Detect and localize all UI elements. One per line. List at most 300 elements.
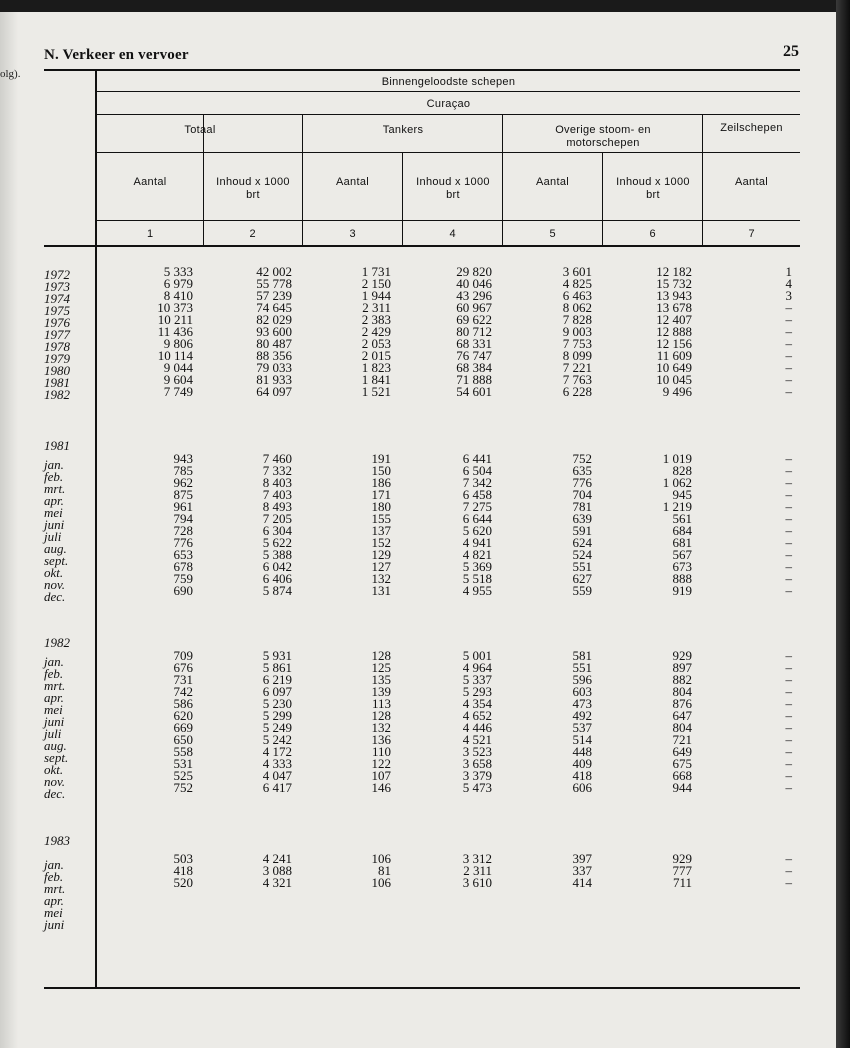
table-cell: 9 003 <box>562 324 592 339</box>
year1983-col2 <box>263 853 292 889</box>
table-cell: 76 747 <box>456 348 492 363</box>
table-cell: – <box>785 583 792 598</box>
col-label-5: Aantal <box>536 176 569 188</box>
year1983-col1 <box>174 853 194 889</box>
table-cell: 669 <box>173 720 193 735</box>
table-cell: 113 <box>371 696 391 711</box>
col-number-7: 7 <box>748 228 755 240</box>
table-cell: – <box>785 660 792 675</box>
table-cell: 944 <box>672 780 692 795</box>
year1982-col5 <box>573 650 593 794</box>
table-cell: 4 955 <box>462 583 492 598</box>
row-label: 1980 <box>44 363 70 378</box>
table-cell: 132 <box>371 720 391 735</box>
table-cell: 4 521 <box>462 732 492 747</box>
table-cell: – <box>785 756 792 771</box>
table-cell: 647 <box>672 708 692 723</box>
table-cell: 71 888 <box>456 372 492 387</box>
table-cell: 5 249 <box>262 720 292 735</box>
table-cell: 132 <box>371 571 391 586</box>
table-cell: 5 620 <box>462 523 492 538</box>
table-cell: – <box>785 684 792 699</box>
table-cell: – <box>785 875 792 890</box>
table-cell: 492 <box>572 708 592 723</box>
year1981-stub <box>44 459 100 603</box>
table-cell: 606 <box>572 780 592 795</box>
table-cell: – <box>785 463 792 478</box>
annual-col6 <box>656 266 692 398</box>
table-cell: 418 <box>572 768 592 783</box>
table-cell: 10 045 <box>656 372 692 387</box>
table-cell: – <box>785 384 792 399</box>
table-cell: 128 <box>371 708 391 723</box>
table-cell: 186 <box>371 475 391 490</box>
table-cell: 1 841 <box>361 372 391 387</box>
table-cell: 191 <box>371 451 391 466</box>
table-cell: 150 <box>371 463 391 478</box>
table-cell: 5 931 <box>262 648 292 663</box>
table-cell: 15 732 <box>656 276 692 291</box>
table-cell: 3 <box>785 288 792 303</box>
table-cell: 929 <box>672 851 692 866</box>
row-label: sept. <box>44 553 69 568</box>
table-cell: 7 342 <box>462 475 492 490</box>
row-label: mei <box>44 505 63 520</box>
table-cell: 684 <box>672 523 692 538</box>
table-cell: 125 <box>371 660 391 675</box>
table-cell: 448 <box>572 744 592 759</box>
table-cell: 11 436 <box>157 324 193 339</box>
table-cell: 7 221 <box>562 360 592 375</box>
table-cell: 11 609 <box>656 348 692 363</box>
table-cell: 55 778 <box>256 276 292 291</box>
table-cell: 728 <box>173 523 193 538</box>
row-label: mei <box>44 905 63 920</box>
table-cell: – <box>785 732 792 747</box>
table-cell: – <box>785 696 792 711</box>
table-cell: 551 <box>572 559 592 574</box>
table-cell: 12 182 <box>656 264 692 279</box>
row-label: 1982 <box>44 387 70 402</box>
col-number-1: 1 <box>146 228 154 240</box>
year1982-col4 <box>463 650 492 794</box>
table-cell: 675 <box>672 756 692 771</box>
table-cell: 129 <box>371 547 391 562</box>
table-cell: 2 429 <box>361 324 391 339</box>
table-cell: 6 042 <box>262 559 292 574</box>
year1981-col6 <box>663 453 692 597</box>
table-cell: 653 <box>173 547 193 562</box>
row-label: apr. <box>44 690 64 705</box>
table-cell: 6 441 <box>462 451 492 466</box>
table-cell: 525 <box>173 768 193 783</box>
table-cell: 6 219 <box>262 672 292 687</box>
table-cell: 79 033 <box>256 360 292 375</box>
row-label: aug. <box>44 541 67 556</box>
table-cell: 5 473 <box>462 780 492 795</box>
table-cell: 876 <box>672 696 692 711</box>
table-cell: 6 417 <box>262 780 292 795</box>
table-cell: 3 088 <box>262 863 292 878</box>
table-cell: 961 <box>173 499 193 514</box>
table-cell: 6 406 <box>262 571 292 586</box>
table-cell: 8 493 <box>262 499 292 514</box>
table-cell: 54 601 <box>456 384 492 399</box>
col-number-3: 3 <box>349 228 356 240</box>
table-cell: 2 150 <box>361 276 391 291</box>
header-bottom-rule <box>44 245 800 247</box>
row-label: 1975 <box>44 303 70 318</box>
year1981-col1 <box>174 453 194 597</box>
table-cell: 624 <box>572 535 592 550</box>
table-cell: 591 <box>572 523 592 538</box>
table-cell: 4 321 <box>262 875 292 890</box>
table-cell: 4 354 <box>462 696 492 711</box>
section-title: N. Verkeer en vervoer <box>44 47 189 63</box>
year1982-title: 1982 <box>44 635 70 650</box>
table-cell: 122 <box>371 756 391 771</box>
table-cell: 586 <box>173 696 193 711</box>
annual-col5 <box>563 266 592 398</box>
table-bottom-rule <box>44 987 800 989</box>
table-cell: 678 <box>173 559 193 574</box>
table-cell: 10 649 <box>656 360 692 375</box>
col-number-4: 4 <box>449 228 456 240</box>
table-cell: – <box>785 312 792 327</box>
row-label: 1978 <box>44 339 70 354</box>
table-cell: 2 015 <box>361 348 391 363</box>
row-label: 1979 <box>44 351 70 366</box>
table-cell: 759 <box>173 571 193 586</box>
table-cell: – <box>785 720 792 735</box>
row-label: jan. <box>44 457 64 472</box>
row-label: dec. <box>44 786 66 801</box>
year1983-title: 1983 <box>44 833 70 848</box>
table-cell: 776 <box>572 475 592 490</box>
table-cell: 888 <box>672 571 692 586</box>
table-cell: 64 097 <box>256 384 292 399</box>
table-cell: 7 275 <box>462 499 492 514</box>
table-cell: 731 <box>173 672 193 687</box>
col-number-2: 2 <box>249 228 256 240</box>
col-number-6: 6 <box>649 228 656 240</box>
table-cell: 6 644 <box>462 511 492 526</box>
table-cell: 520 <box>173 875 193 890</box>
table-cell: 2 053 <box>361 336 391 351</box>
table-cell: 7 205 <box>262 511 292 526</box>
table-cell: 567 <box>672 547 692 562</box>
table-cell: 80 712 <box>456 324 492 339</box>
table-cell: 12 407 <box>656 312 692 327</box>
year1983-col6 <box>673 853 693 889</box>
table-cell: 5 293 <box>462 684 492 699</box>
col-label-2: Inhoud x 1000 brt <box>216 176 290 201</box>
row-label: 1972 <box>44 267 70 282</box>
year1981-col7 <box>786 453 793 597</box>
table-cell: 524 <box>572 547 592 562</box>
table-cell: 3 523 <box>462 744 492 759</box>
table-cell: 6 097 <box>262 684 292 699</box>
table-cell: 5 369 <box>462 559 492 574</box>
table-cell: 558 <box>173 744 193 759</box>
table-cell: 88 356 <box>256 348 292 363</box>
table-cell: 5 874 <box>262 583 292 598</box>
table-cell: 57 239 <box>256 288 292 303</box>
table-cell: 106 <box>371 851 391 866</box>
col-number-5: 5 <box>549 228 556 240</box>
table-cell: 3 610 <box>462 875 492 890</box>
table-cell: 7 828 <box>562 312 592 327</box>
table-cell: 2 383 <box>361 312 391 327</box>
annual-col2 <box>256 266 292 398</box>
table-cell: 650 <box>173 732 193 747</box>
table-cell: 9 496 <box>662 384 692 399</box>
row-label: sept. <box>44 750 69 765</box>
table-cell: 106 <box>371 875 391 890</box>
table-cell: 503 <box>173 851 193 866</box>
table-cell: 139 <box>371 684 391 699</box>
table-cell: 3 658 <box>462 756 492 771</box>
row-label: jan. <box>44 857 64 872</box>
page-edge-shadow <box>836 0 850 1048</box>
year1981-title: 1981 <box>44 438 70 453</box>
table-cell: 12 888 <box>656 324 692 339</box>
table-cell: 6 228 <box>562 384 592 399</box>
table-cell: 127 <box>371 559 391 574</box>
table-cell: 7 332 <box>262 463 292 478</box>
table-cell: – <box>785 863 792 878</box>
year1983-col3 <box>372 853 392 889</box>
table-cell: 804 <box>672 720 692 735</box>
table-cell: 514 <box>572 732 592 747</box>
table-cell: 10 211 <box>157 312 193 327</box>
table-cell: 146 <box>371 780 391 795</box>
table-cell: 7 749 <box>163 384 193 399</box>
table-cell: 171 <box>371 487 391 502</box>
table-cell: – <box>785 499 792 514</box>
table-cell: – <box>785 523 792 538</box>
row-label: jan. <box>44 654 64 669</box>
table-cell: – <box>785 672 792 687</box>
table-cell: – <box>785 780 792 795</box>
table-cell: 131 <box>371 583 391 598</box>
table-cell: 690 <box>173 583 193 598</box>
table-cell: 5 622 <box>262 535 292 550</box>
year1981-col4 <box>463 453 492 597</box>
table-cell: 828 <box>672 463 692 478</box>
row-label: aug. <box>44 738 67 753</box>
table-cell: 627 <box>572 571 592 586</box>
table-cell: 93 600 <box>256 324 292 339</box>
table-cell: 2 311 <box>362 300 391 315</box>
row-label: 1981 <box>44 375 70 390</box>
col-label-7: Aantal <box>735 176 768 188</box>
table-cell: 397 <box>572 851 592 866</box>
table-cell: 581 <box>572 648 592 663</box>
table-cell: 60 967 <box>456 300 492 315</box>
table-cell: 551 <box>572 660 592 675</box>
table-cell: 1 019 <box>662 451 692 466</box>
table-cell: – <box>785 547 792 562</box>
table-cell: 137 <box>371 523 391 538</box>
year1983-col7 <box>786 853 793 889</box>
row-label: juni <box>44 714 65 729</box>
table-cell: 4 825 <box>562 276 592 291</box>
row-label: 1973 <box>44 279 70 294</box>
table-cell: 13 678 <box>656 300 692 315</box>
table-cell: 4 333 <box>262 756 292 771</box>
table-cell: 4 446 <box>462 720 492 735</box>
table-cell: – <box>785 348 792 363</box>
table-cell: 409 <box>572 756 592 771</box>
table-cell: 929 <box>672 648 692 663</box>
row-label: apr. <box>44 493 64 508</box>
table-cell: – <box>785 744 792 759</box>
table-cell: 40 046 <box>456 276 492 291</box>
annual-col7 <box>786 266 793 398</box>
table-cell: 43 296 <box>456 288 492 303</box>
table-cell: – <box>785 324 792 339</box>
table-cell: 42 002 <box>256 264 292 279</box>
table-cell: 9 806 <box>163 336 193 351</box>
table-cell: – <box>785 475 792 490</box>
table-cell: 962 <box>173 475 193 490</box>
table-cell: 945 <box>672 487 692 502</box>
row-label: feb. <box>44 869 64 884</box>
table-cell: 12 156 <box>656 336 692 351</box>
table-cell: 418 <box>173 863 193 878</box>
table-cell: 1 521 <box>361 384 391 399</box>
table-cell: 5 230 <box>262 696 292 711</box>
row-label: okt. <box>44 565 64 580</box>
table-cell: 5 333 <box>163 264 193 279</box>
table-cell: 6 979 <box>163 276 193 291</box>
row-label: feb. <box>44 469 64 484</box>
table-cell: 155 <box>371 511 391 526</box>
table-cell: 81 933 <box>256 372 292 387</box>
table-cell: 4 964 <box>462 660 492 675</box>
table-cell: 7 460 <box>262 451 292 466</box>
table-cell: 5 861 <box>262 660 292 675</box>
category-totaal: Totaal <box>184 124 216 136</box>
year1981-col5 <box>573 453 593 597</box>
table-cell: 943 <box>173 451 193 466</box>
table-cell: 5 242 <box>262 732 292 747</box>
row-label: mei <box>44 702 63 717</box>
table-cell: 81 <box>378 863 391 878</box>
table-cell: 603 <box>572 684 592 699</box>
table-cell: 4 941 <box>462 535 492 550</box>
table-cell: – <box>785 535 792 550</box>
table-cell: – <box>785 336 792 351</box>
table-cell: 82 029 <box>256 312 292 327</box>
table-cell: 668 <box>672 768 692 783</box>
table-cell: 110 <box>371 744 391 759</box>
table-cell: 875 <box>173 487 193 502</box>
table-cell: 3 312 <box>462 851 492 866</box>
table-cell: 742 <box>173 684 193 699</box>
table-cell: – <box>785 768 792 783</box>
table-cell: 8 410 <box>163 288 193 303</box>
table-cell: 136 <box>371 732 391 747</box>
table-cell: 681 <box>672 535 692 550</box>
table-cell: 776 <box>173 535 193 550</box>
table-cell: 804 <box>672 684 692 699</box>
table-cell: 69 622 <box>456 312 492 327</box>
table-cell: 6 463 <box>562 288 592 303</box>
category-zeilschepen: Zeilschepen <box>720 122 783 134</box>
table-cell: 1 823 <box>361 360 391 375</box>
row-label: mrt. <box>44 481 66 496</box>
table-cell: – <box>785 708 792 723</box>
table-cell: – <box>785 511 792 526</box>
table-cell: – <box>785 559 792 574</box>
table-cell: – <box>785 571 792 586</box>
sub-header: Curaçao <box>426 98 471 110</box>
year1981-col2 <box>263 453 292 597</box>
table-cell: 704 <box>572 487 592 502</box>
table-cell: 897 <box>672 660 692 675</box>
col-label-4: Inhoud x 1000 brt <box>416 176 490 201</box>
table-cell: 68 331 <box>456 336 492 351</box>
table-cell: 919 <box>672 583 692 598</box>
table-cell: 781 <box>572 499 592 514</box>
row-label: mrt. <box>44 881 66 896</box>
row-label: juli <box>44 529 62 544</box>
table-cell: 649 <box>672 744 692 759</box>
table-cell: – <box>785 451 792 466</box>
table-cell: 1 731 <box>361 264 391 279</box>
table-cell: 4 047 <box>262 768 292 783</box>
row-label: okt. <box>44 762 64 777</box>
table-cell: 596 <box>572 672 592 687</box>
annual-col1 <box>157 266 193 398</box>
table-cell: 3 379 <box>462 768 492 783</box>
table-cell: 676 <box>173 660 193 675</box>
table-cell: 794 <box>173 511 193 526</box>
table-cell: – <box>785 851 792 866</box>
table-cell: 537 <box>572 720 592 735</box>
table-cell: 1 <box>785 264 792 279</box>
table-cell: 559 <box>572 583 592 598</box>
left-page-cutoff-text: olg). <box>0 68 21 80</box>
table-cell: 4 172 <box>262 744 292 759</box>
table-cell: 107 <box>371 768 391 783</box>
table-cell: – <box>785 300 792 315</box>
table-cell: 1 944 <box>361 288 391 303</box>
table-cell: 721 <box>672 732 692 747</box>
table-cell: 673 <box>672 559 692 574</box>
group-header: Binnengeloodste schepen <box>381 76 516 88</box>
col-label-3: Aantal <box>336 176 369 188</box>
table-cell: 74 645 <box>256 300 292 315</box>
table-cell: 29 820 <box>456 264 492 279</box>
table-cell: 10 114 <box>157 348 193 363</box>
table-cell: 135 <box>371 672 391 687</box>
table-cell: 752 <box>572 451 592 466</box>
row-label: nov. <box>44 577 66 592</box>
annual-col4 <box>456 266 492 398</box>
table-cell: 5 337 <box>462 672 492 687</box>
table-cell: 5 299 <box>262 708 292 723</box>
table-cell: 5 388 <box>262 547 292 562</box>
row-label: nov. <box>44 774 66 789</box>
table-cell: 128 <box>371 648 391 663</box>
table-cell: 531 <box>173 756 193 771</box>
table-cell: 7 753 <box>562 336 592 351</box>
col-label-6: Inhoud x 1000 brt <box>616 176 690 201</box>
row-label: 1974 <box>44 291 70 306</box>
